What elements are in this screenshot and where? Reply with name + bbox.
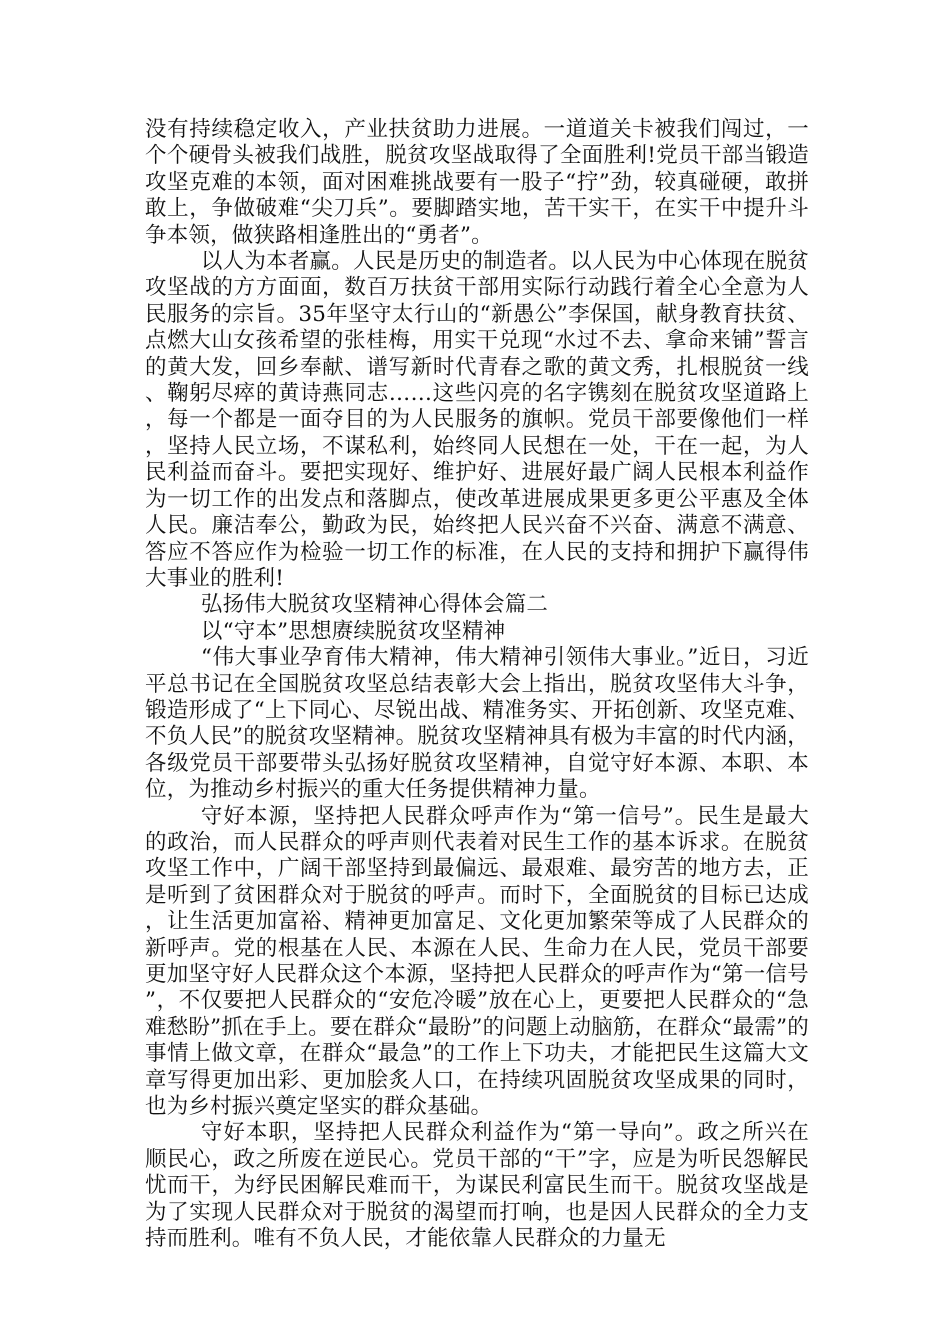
section-title: 弘扬伟大脱贫攻坚精神心得体会篇二 (200, 592, 549, 618)
paragraph-keep-duty: 守好本职，坚持把人民群众利益作为“第一导向”。政之所兴在顺民心，政之所废在逆民心。党员干部的“干”字，应是为听民怨解民忧而干，为纾民困解民难而干，为谋民利富民生而干。脱贫攻坚战是为了实现人民群众对于脱贫的渴望而打响，也是因人民群众的全力支持而胜利。唯有不负人民，才能依靠人民群众的力量无 (145, 1120, 809, 1252)
paragraph-continuation: 没有持续稳定收入，产业扶贫助力进展。一道道关卡被我们闯过，一个个硬骨头被我们战胜，脱贫攻坚战取得了全面胜利!党员干部当锻造攻坚克难的本领，面对困难挑战要有一股子“拧”劲，较真碰硬，敢拼敢上，争做破难“尖刀兵”。要脚踏实地，苦干实干，在实干中提升斗争本领，做狭路相逢胜出的“勇者”。 (145, 117, 809, 248)
paragraph-intro: “伟大事业孕育伟大精神，伟大精神引领伟大事业。”近日，习近平总书记在全国脱贫攻坚总结表彰大会上指出，脱贫攻坚伟大斗争，锻造形成了“上下同心、尽锐出战、精准务实、开拓创新、攻坚克难、不负人民”的脱贫攻坚精神。脱贫攻坚精神具有极为丰富的时代内涵，各级党员干部要带头弘扬好脱贫攻坚精神，自觉守好本源、本职、本位，为推动乡村振兴的重大任务提供精神力量。 (145, 645, 809, 803)
section-subtitle: 以“守本”思想赓续脱贫攻坚精神 (200, 618, 506, 644)
paragraph-keep-source: 守好本源，坚持把人民群众呼声作为“第一信号”。民生是最大的政治，而人民群众的呼声则代表着对民生工作的基本诉求。在脱贫攻坚工作中，广阔干部坚持到最偏远、最艰难、最穷苦的地方去，正是听到了贫困群众对于脱贫的呼声。而时下，全面脱贫的目标已达成，让生活更加富裕、精神更加富足、文化更加繁荣等成了人民群众的新呼声。党的根基在人民、本源在人民、生命力在人民，党员干部要更加坚守好人民群众这个本源，坚持把人民群众的呼声作为“第一信号”，不仅要把人民群众的“安危冷暖”放在心上，更要把人民群众的“急难愁盼”抓在手上。要在群众“最盼”的问题上动脑筋，在群众“最需”的事情上做文章，在群众“最急”的工作上下功夫，才能把民生这篇大文章写得更加出彩、更加脍炙人口，在持续巩固脱贫攻坚成果的同时，也为乡村振兴奠定坚实的群众基础。 (145, 803, 809, 1120)
paragraph-people-first: 以人为本者赢。人民是历史的制造者。以人民为中心体现在脱贫攻坚战的方方面面，数百万扶贫干部用实际行动践行着全心全意为人民服务的宗旨。35年坚守太行山的“新愚公”李保国，献身教育扶贫、点燃大山女孩希望的张桂梅，用实干兑现“水过不去、拿命来铺”誓言的黄大发，回乡奉献、谱写新时代青春之歌的黄文秀，扎根脱贫一线、鞠躬尽瘁的黄诗燕同志……这些闪亮的名字镌刻在脱贫攻坚道路上，每一个都是一面夺目的为人民服务的旗帜。党员干部要像他们一样，坚持人民立场，不谋私利，始终同人民想在一处，干在一起，为人民利益而奋斗。要把实现好、维护好、进展好最广阔人民根本利益作为一切工作的出发点和落脚点，使改革进展成果更多更公平惠及全体人民。廉洁奉公，勤政为民，始终把人民兴奋不兴奋、满意不满意、答应不答应作为检验一切工作的标准，在人民的支持和拥护下赢得伟大事业的胜利! (145, 249, 809, 591)
document-body (145, 117, 809, 1252)
